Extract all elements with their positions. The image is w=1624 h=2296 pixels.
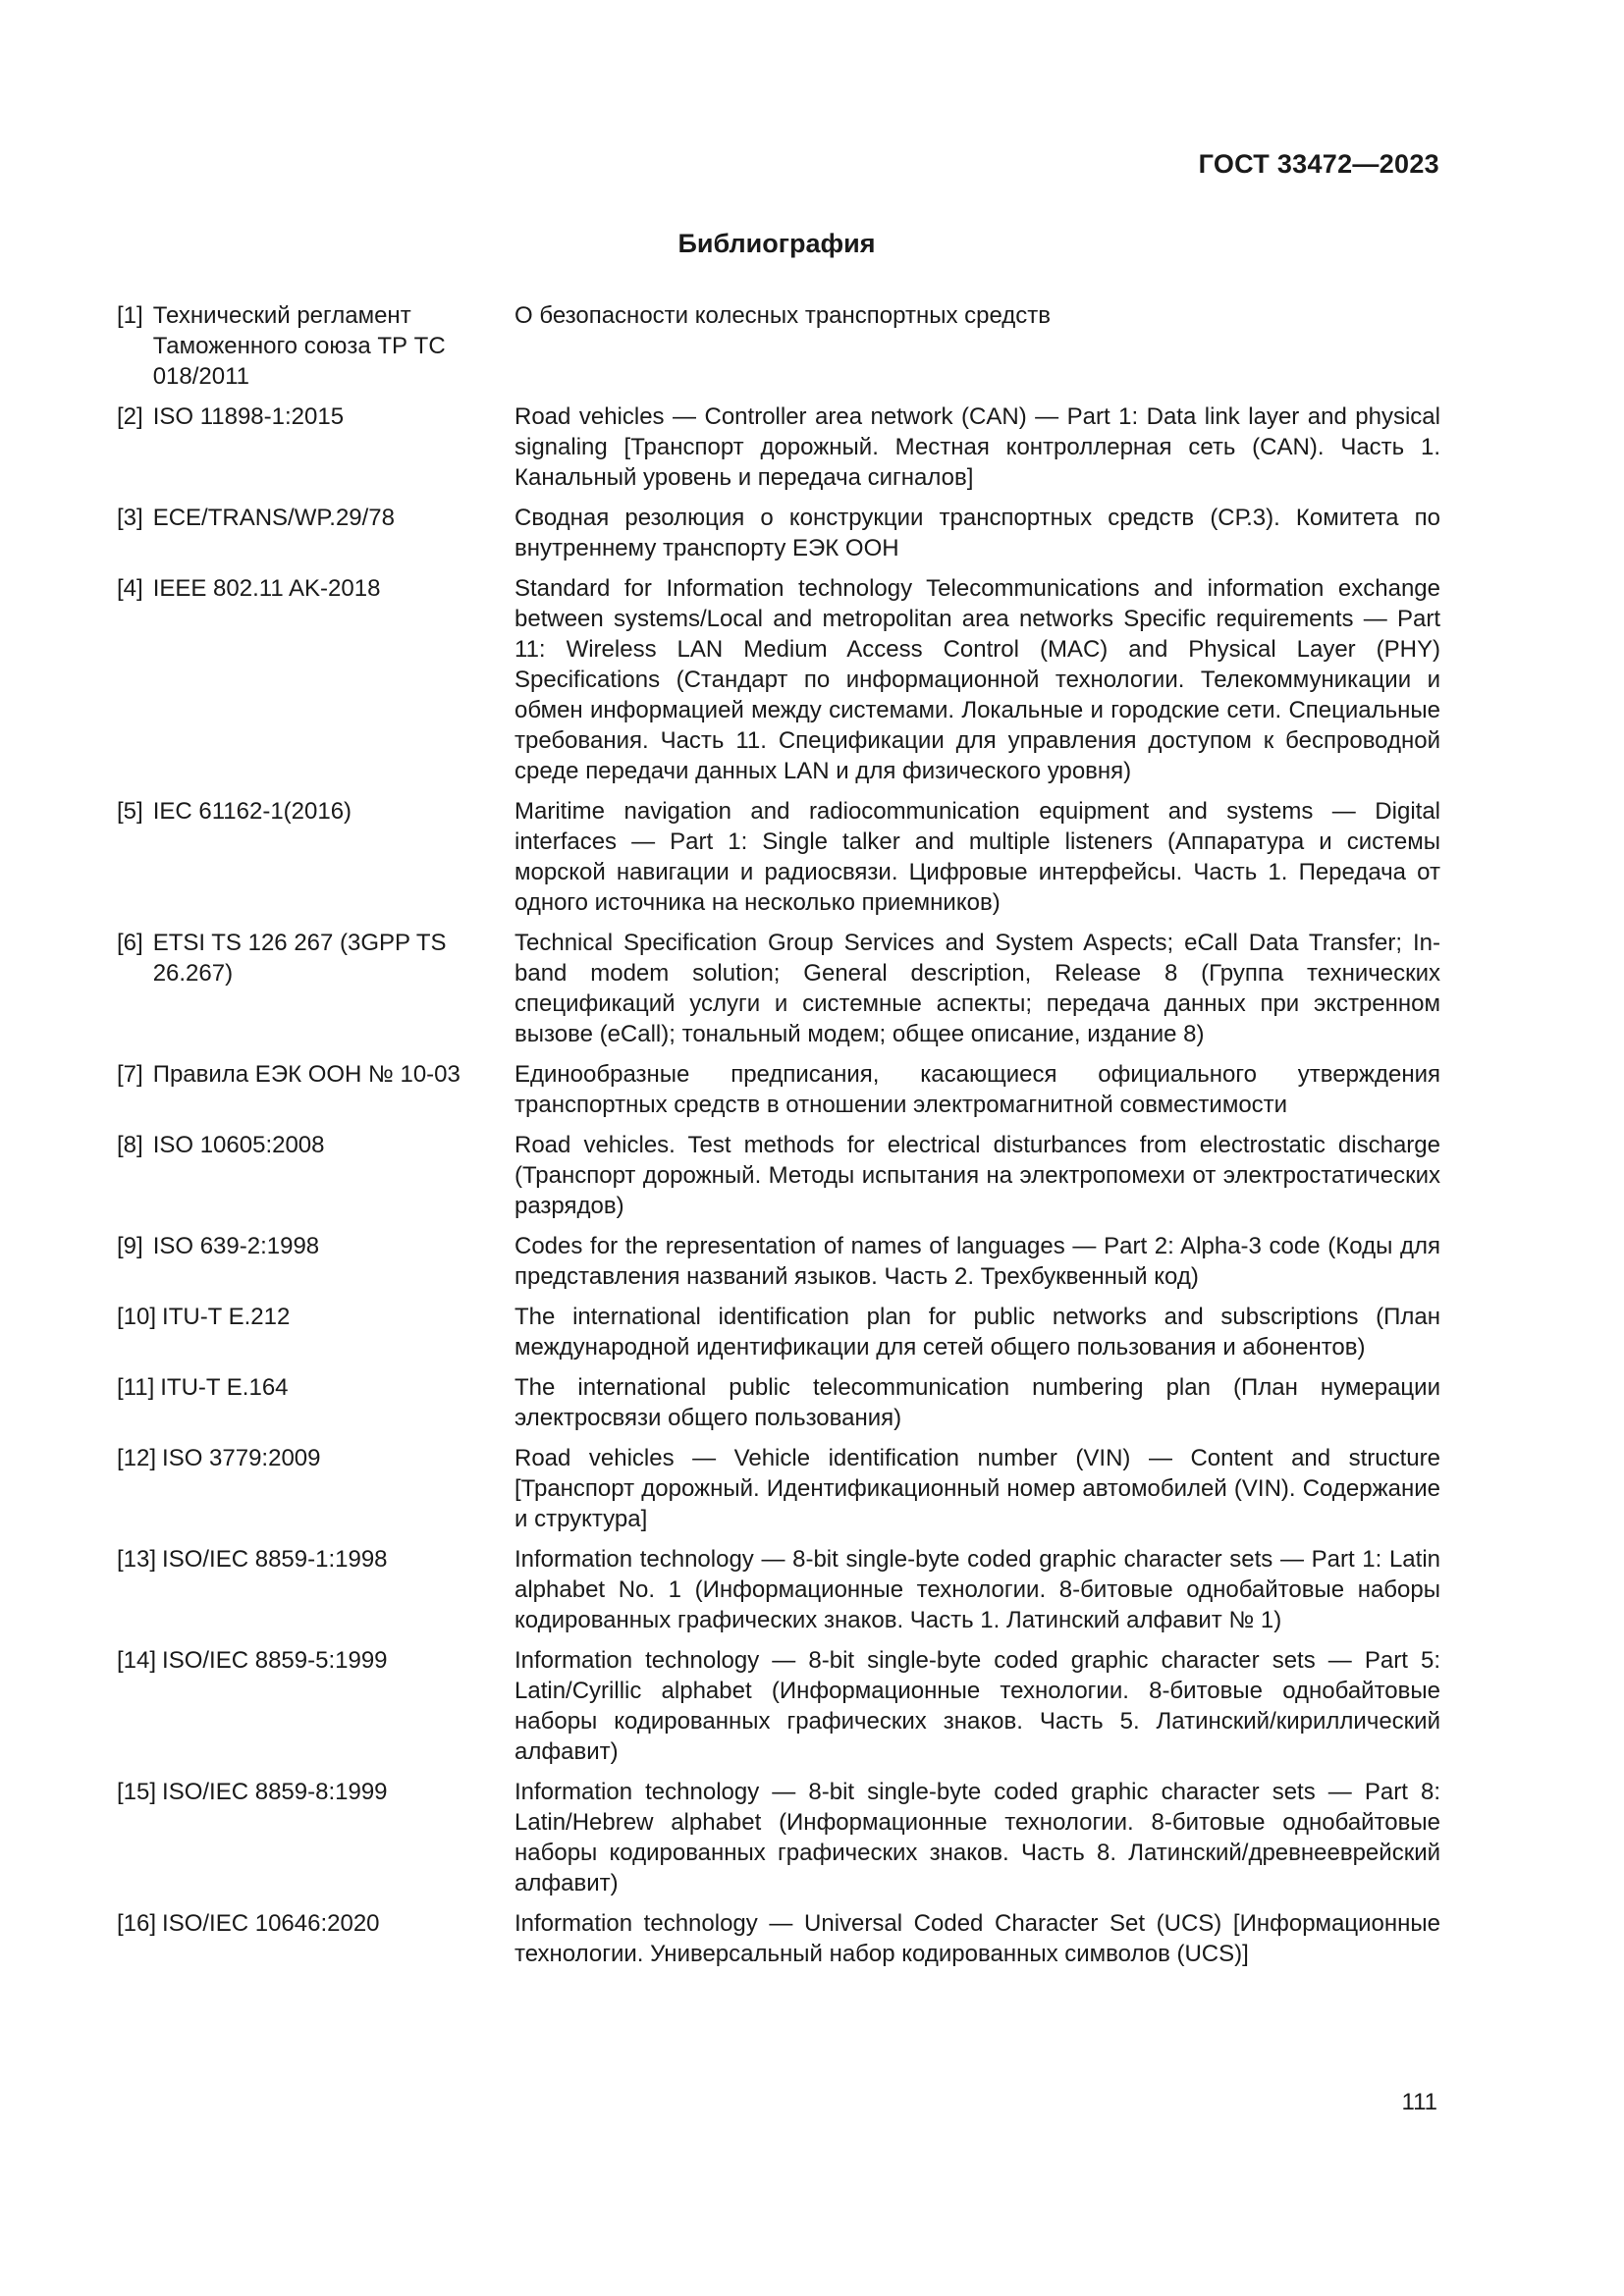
entry-reference: ISO 639-2:1998 xyxy=(152,1233,320,1259)
bibliography-entry xyxy=(117,1059,1440,1120)
entry-description: Road vehicles — Vehicle identification number (VIN) — Content and structure [Транспорт дорожный. Идентификационный номер автомобилей (VIN). Содержание и структура] xyxy=(514,1445,1440,1532)
bibliography-entry xyxy=(117,796,1440,918)
entry-description: Road vehicles. Test methods for electrical disturbances from electrostatic discharge (Транспорт дорожный. Методы испытания на электропомехи от электростатических разрядов) xyxy=(514,1132,1440,1219)
entry-number: [9] xyxy=(117,1233,143,1259)
entry-description: Road vehicles — Controller area network (CAN) — Part 1: Data link layer and physical signaling [Транспорт дорожный. Местная контроллерная сеть (CAN). Часть 1. Канальный уровень и передача сигналов] xyxy=(514,403,1440,491)
entry-reference: IEEE 802.11 AK-2018 xyxy=(152,575,381,602)
entry-number: [7] xyxy=(117,1061,143,1088)
entry-number: [16] xyxy=(117,1910,157,1937)
bibliography-entry xyxy=(117,1443,1440,1534)
entry-description: Information technology — 8-bit single-byte coded graphic character sets — Part 1: Latin alphabet No. 1 (Информационные технологии. 8-битовые однобайтовые наборы кодированных графических знаков. Часть 1. Латинский алфавит № 1) xyxy=(514,1546,1440,1633)
document-code: ГОСТ 33472—2023 xyxy=(1198,149,1439,179)
entry-number: [10] xyxy=(117,1304,157,1330)
entry-description: The international public telecommunication numbering plan (План нумерации электросвязи общего пользования) xyxy=(514,1374,1440,1431)
bibliography-entry xyxy=(117,1777,1440,1898)
bibliography-entry xyxy=(117,573,1440,786)
bibliography-list xyxy=(117,300,1440,1979)
entry-reference: ISO 10605:2008 xyxy=(152,1132,325,1158)
entry-reference: IEC 61162-1(2016) xyxy=(152,798,352,825)
entry-reference: ISO/IEC 10646:2020 xyxy=(162,1910,380,1937)
bibliography-entry xyxy=(117,300,1440,392)
entry-number: [6] xyxy=(117,930,143,956)
entry-reference: ISO 11898-1:2015 xyxy=(152,403,345,430)
bibliography-entry xyxy=(117,401,1440,493)
entry-reference: Технический регламент Таможенного союза ТР ТС 018/2011 xyxy=(152,302,446,390)
bibliography-title: Библиография xyxy=(677,229,876,258)
entry-number: [4] xyxy=(117,575,143,602)
bibliography-entry xyxy=(117,1302,1440,1362)
entry-description: Единообразные предписания, касающиеся официального утверждения транспортных средств в отношении электромагнитной совместимости xyxy=(514,1061,1440,1118)
entry-description: Information technology — 8-bit single-byte coded graphic character sets — Part 5: Latin/Cyrillic alphabet (Информационные технологии. 8-битовые однобайтовые наборы кодированных графических знаков. Часть 5. Латинский/кириллический алфавит) xyxy=(514,1647,1440,1765)
entry-description: The international identification plan for public networks and subscriptions (План международной идентификации для сетей общего пользования и абонентов) xyxy=(514,1304,1440,1361)
bibliography-entry xyxy=(117,1372,1440,1433)
entry-number: [2] xyxy=(117,403,143,430)
entry-number: [3] xyxy=(117,505,143,531)
entry-number: [1] xyxy=(117,302,143,329)
page-number: 111 xyxy=(1401,2089,1437,2115)
entry-reference: ECE/TRANS/WP.29/78 xyxy=(152,505,396,531)
entry-description: Standard for Information technology Telecommunications and information exchange between systems/Local and metropolitan area networks Specific requirements — Part 11: Wireless LAN Medium Access Control (MAC) and Physical Layer (PHY) Specifications (Стандарт по информационной технологии. Телекоммуникации и обмен информацией между системами. Локальные и городские сети. Специальные требования. Часть 11. Спецификации для управления доступом к беспроводной среде передачи данных LAN и для физического уровня) xyxy=(514,575,1440,784)
entry-number: [12] xyxy=(117,1445,157,1471)
entry-description: Information technology — 8-bit single-byte coded graphic character sets — Part 8: Latin/Hebrew alphabet (Информационные технологии. 8-битовые однобайтовые наборы кодированных графических знаков. Часть 8. Латинский/древнееврейский алфавит) xyxy=(514,1779,1440,1896)
entry-number: [14] xyxy=(117,1647,157,1674)
entry-description: Codes for the representation of names of languages — Part 2: Alpha-3 code (Коды для представления названий языков. Часть 2. Трехбуквенный код) xyxy=(514,1233,1440,1290)
entry-reference: ISO/IEC 8859-5:1999 xyxy=(162,1647,388,1674)
bibliography-entry xyxy=(117,503,1440,563)
entry-number: [13] xyxy=(117,1546,157,1573)
entry-description: О безопасности колесных транспортных средств xyxy=(514,302,1052,329)
entry-reference: ISO/IEC 8859-1:1998 xyxy=(162,1546,388,1573)
bibliography-entry xyxy=(117,1130,1440,1221)
entry-number: [5] xyxy=(117,798,143,825)
entry-reference: ETSI TS 126 267 (3GPP TS 26.267) xyxy=(152,930,447,987)
bibliography-entry xyxy=(117,1908,1440,1969)
entry-description: Information technology — Universal Coded Character Set (UCS) [Информационные технологии. Универсальный набор кодированных символов (UCS)] xyxy=(514,1910,1440,1967)
entry-description: Technical Specification Group Services and System Aspects; eCall Data Transfer; In-band modem solution; General description, Release 8 (Группа технических спецификаций услуги и системные аспекты; передача данных при экстренном вызове (eCall); тональный модем; общее описание, издание 8) xyxy=(514,930,1440,1047)
entry-reference: ISO 3779:2009 xyxy=(162,1445,321,1471)
entry-description: Сводная резолюция о конструкции транспортных средств (СР.3). Комитета по внутреннему транспорту ЕЭК ООН xyxy=(514,505,1440,561)
entry-number: [11] xyxy=(117,1374,155,1401)
entry-reference: Правила ЕЭК ООН № 10-03 xyxy=(152,1061,460,1088)
bibliography-entry xyxy=(117,1544,1440,1635)
bibliography-entry xyxy=(117,928,1440,1049)
entry-reference: ISO/IEC 8859-8:1999 xyxy=(162,1779,388,1805)
entry-number: [8] xyxy=(117,1132,143,1158)
entry-reference: ITU-T E.212 xyxy=(162,1304,291,1330)
entry-description: Maritime navigation and radiocommunication equipment and systems — Digital interfaces — Part 1: Single talker and multiple listeners (Аппаратура и системы морской навигации и радиосвязи. Цифровые интерфейсы. Часть 1. Передача от одного источника на несколько приемников) xyxy=(514,798,1440,916)
entry-number: [15] xyxy=(117,1779,157,1805)
bibliography-entry xyxy=(117,1231,1440,1292)
bibliography-entry xyxy=(117,1645,1440,1767)
entry-reference: ITU-T E.164 xyxy=(160,1374,289,1401)
